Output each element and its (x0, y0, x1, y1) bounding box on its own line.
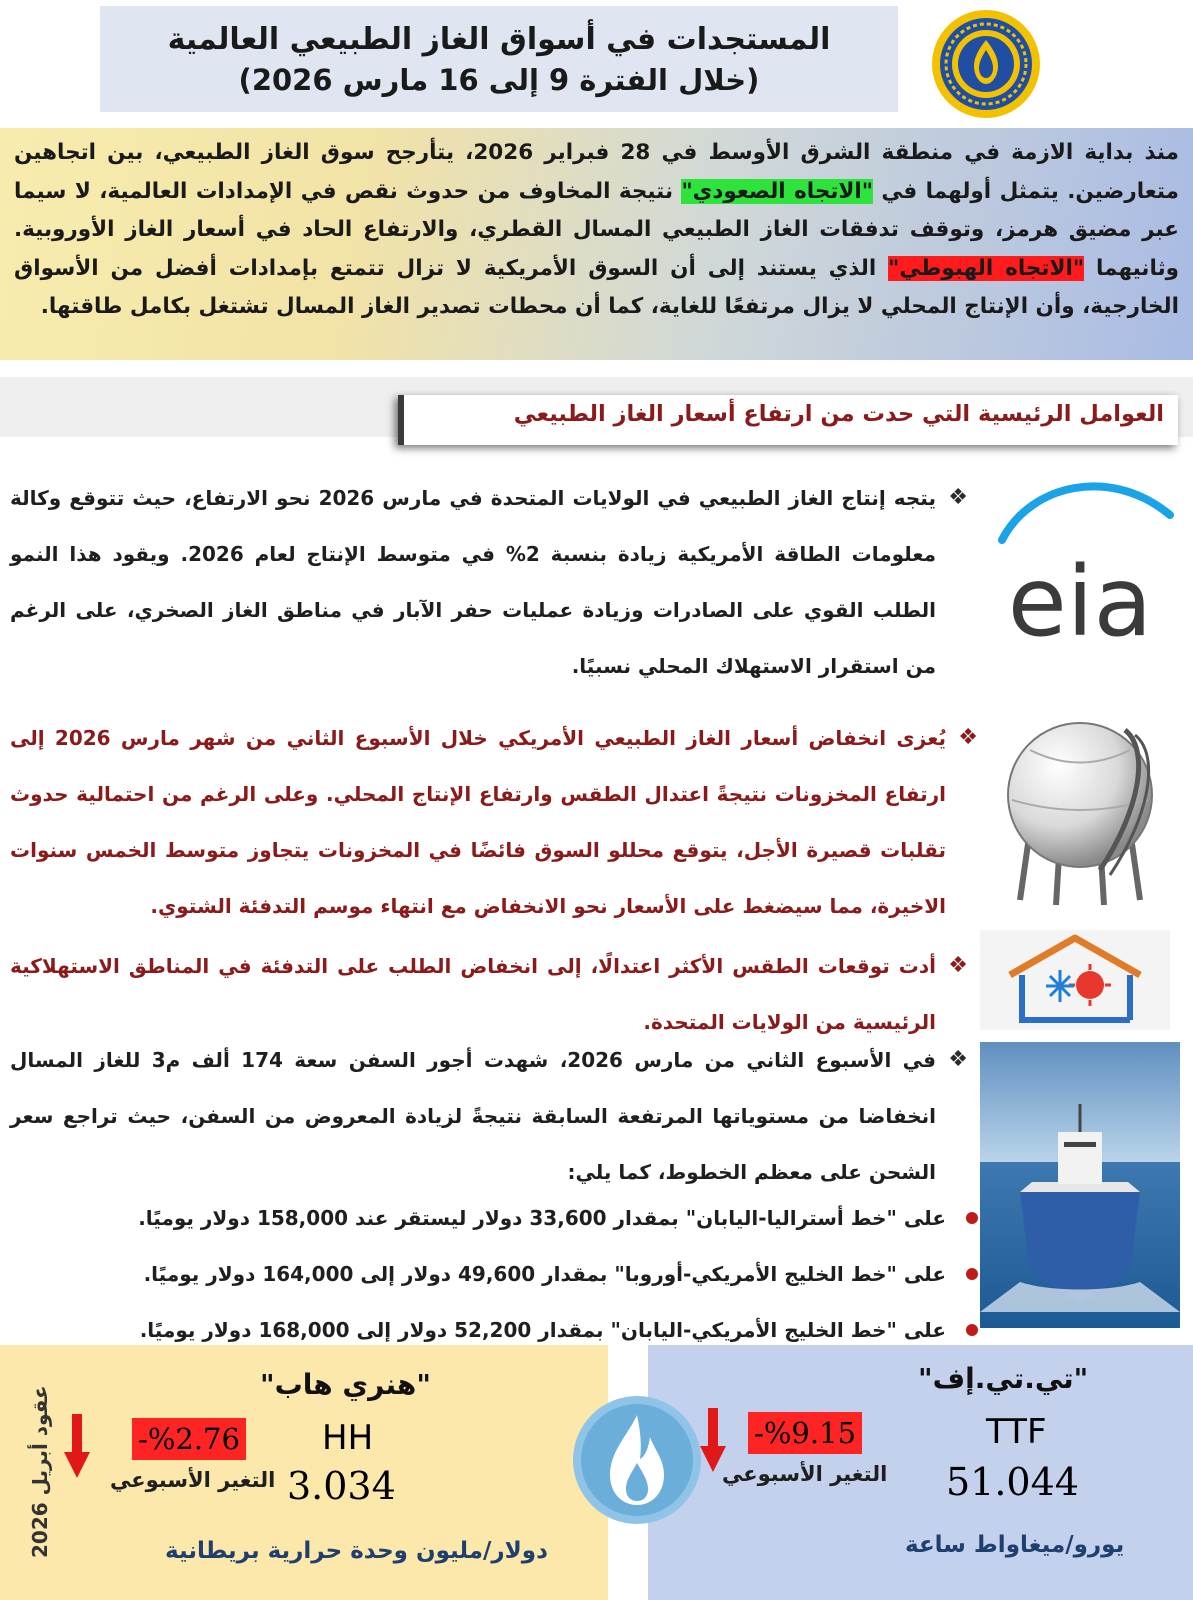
intro-text-3: الذي يستند إلى أن السوق الأمريكية لا تزال تتمتع بإمدادات أفضل من الأسواق الخارجية، وأن الإنتاج المحلي لا يزال مرتفعًا للغاية، كما أن محطات تصدير الغاز المسال تشتغل بكامل طاقتها. (14, 255, 1179, 319)
ttf-down-arrow-icon (700, 1408, 726, 1472)
diamond-bullet-icon: ❖ (948, 953, 968, 978)
section-heading: العوامل الرئيسية التي حدت من ارتفاع أسعار الغاز الطبيعي (398, 395, 1178, 445)
heating-house-icon (980, 930, 1170, 1030)
upward-trend-highlight: "الاتجاه الصعودي" (681, 178, 873, 204)
ttf-unit: يورو/ميغاواط ساعة (905, 1532, 1125, 1558)
list-item: على "خط الخليج الأمريكي-اليابان" بمقدار 52,200 دولار إلى 168,000 دولار يوميًا. (20, 1302, 978, 1358)
hh-weekly-label: التغير الأسبوعي (110, 1468, 276, 1492)
gas-storage-tank-icon (990, 700, 1170, 910)
bullet-dot-icon (966, 1268, 978, 1280)
gas-flame-icon (570, 1393, 704, 1527)
hh-code: HH (322, 1418, 374, 1458)
bullet-dot-icon (966, 1324, 978, 1336)
diamond-bullet-icon: ❖ (948, 1047, 968, 1072)
hh-name: "هنري هاب" (260, 1368, 431, 1401)
intro-text-1: منذ بداية الازمة في منطقة الشرق الأوسط في 28 فبراير 2026، يتأرجح سوق الغاز الطبيعي، بين اتجاهين متعارضين. يتمثل أولهما في (14, 140, 1179, 204)
bullet-eia-production (10, 470, 968, 694)
hh-down-arrow-icon (64, 1414, 90, 1478)
bullet-text: أدت توقعات الطقس الأكثر اعتدالًا، إلى انخفاض الطلب على التدفئة في المناطق الاستهلاكية الرئيسية من الولايات المتحدة. (10, 954, 936, 1034)
ttf-name: "تي.تي.إف" (918, 1362, 1089, 1395)
ttf-weekly-label: التغير الأسبوعي (722, 1462, 888, 1486)
list-item: على "خط الخليج الأمريكي-أوروبا" بمقدار 49,600 دولار إلى 164,000 دولار يوميًا. (20, 1246, 978, 1302)
oapec-logo-icon (930, 8, 1042, 120)
list-item: على "خط أستراليا-اليابان" بمقدار 33,600 دولار ليستقر عند 158,000 دولار يوميًا. (20, 1190, 978, 1246)
eia-logo-icon (980, 470, 1180, 650)
bullet-text: يُعزى انخفاض أسعار الغاز الطبيعي الأمريكي خلال الأسبوع الثاني من شهر مارس 2026 إلى ارتفاع المخزونات نتيجةً اعتدال الطقس وارتفاع الإنتاج المحلي. وعلى الرغم من احتمالية حدوث تقلبات قصيرة الأجل، يتوقع محللو السوق فائضًا في المخزونات يتجاوز متوسط الخمس سنوات الاخيرة، مما سيضغط على الأسعار نحو الانخفاض مع انتهاء موسم التدفئة الشتوي. (10, 726, 946, 918)
diamond-bullet-icon: ❖ (958, 725, 978, 750)
bullet-text: يتجه إنتاج الغاز الطبيعي في الولايات المتحدة في مارس 2026 نحو الارتفاع، حيث تتوقع وكالة معلومات الطاقة الأمريكية زيادة بنسبة 2% في متوسط الإنتاج لعام 2026. ويقود هذا النمو الطلب القوي على الصادرات وزيادة عمليات حفر الآبار في مناطق الغاز الصخري، على الرغم من استقرار الاستهلاك المحلي نسبيًا. (10, 486, 936, 678)
ttf-weekly-change: %9.15- (748, 1412, 862, 1454)
bullet-shipping-rates (10, 1032, 968, 1200)
bullet-dot-icon (966, 1212, 978, 1224)
lng-tanker-icon (980, 1042, 1180, 1328)
page-title: المستجدات في أسواق الغاز الطبيعي العالمية (167, 22, 831, 57)
ttf-value: 51.044 (946, 1460, 1079, 1504)
shipping-routes-list (20, 1190, 978, 1358)
diamond-bullet-icon: ❖ (948, 485, 968, 510)
hh-unit: دولار/مليون وحدة حرارية بريطانية (165, 1538, 548, 1564)
eia-logo-text: eia (1007, 546, 1153, 650)
intro-text-2: نتيجة المخاوف من حدوث نقص في الإمدادات العالمية، لا سيما عبر مضيق هرمز، وتوقف تدفقات الغاز الطبيعي المسال القطري، والارتفاع الحاد في أسعار الغاز الأوروبية. وثانيهما (14, 178, 1180, 281)
bullet-text: في الأسبوع الثاني من مارس 2026، شهدت أجور السفن سعة 174 ألف م3 للغاز المسال انخفاضا من مستوياتها المرتفعة السابقة نتيجةً لزيادة المعروض من السفن، حيث تراجع سعر الشحن على معظم الخطوط، كما يلي: (10, 1048, 936, 1184)
hh-value: 3.034 (287, 1464, 396, 1508)
ttf-code: TTF (986, 1412, 1047, 1452)
contract-label: عقود أبريل 2026 (28, 1385, 52, 1559)
title-banner (100, 6, 898, 112)
page-subtitle: (خلال الفترة 9 إلى 16 مارس 2026) (238, 63, 760, 97)
bullet-price-decline (10, 710, 978, 934)
hh-weekly-change: %2.76- (132, 1418, 246, 1460)
intro-paragraph (0, 128, 1193, 360)
downward-trend-highlight: "الاتجاه الهبوطي" (888, 255, 1085, 281)
